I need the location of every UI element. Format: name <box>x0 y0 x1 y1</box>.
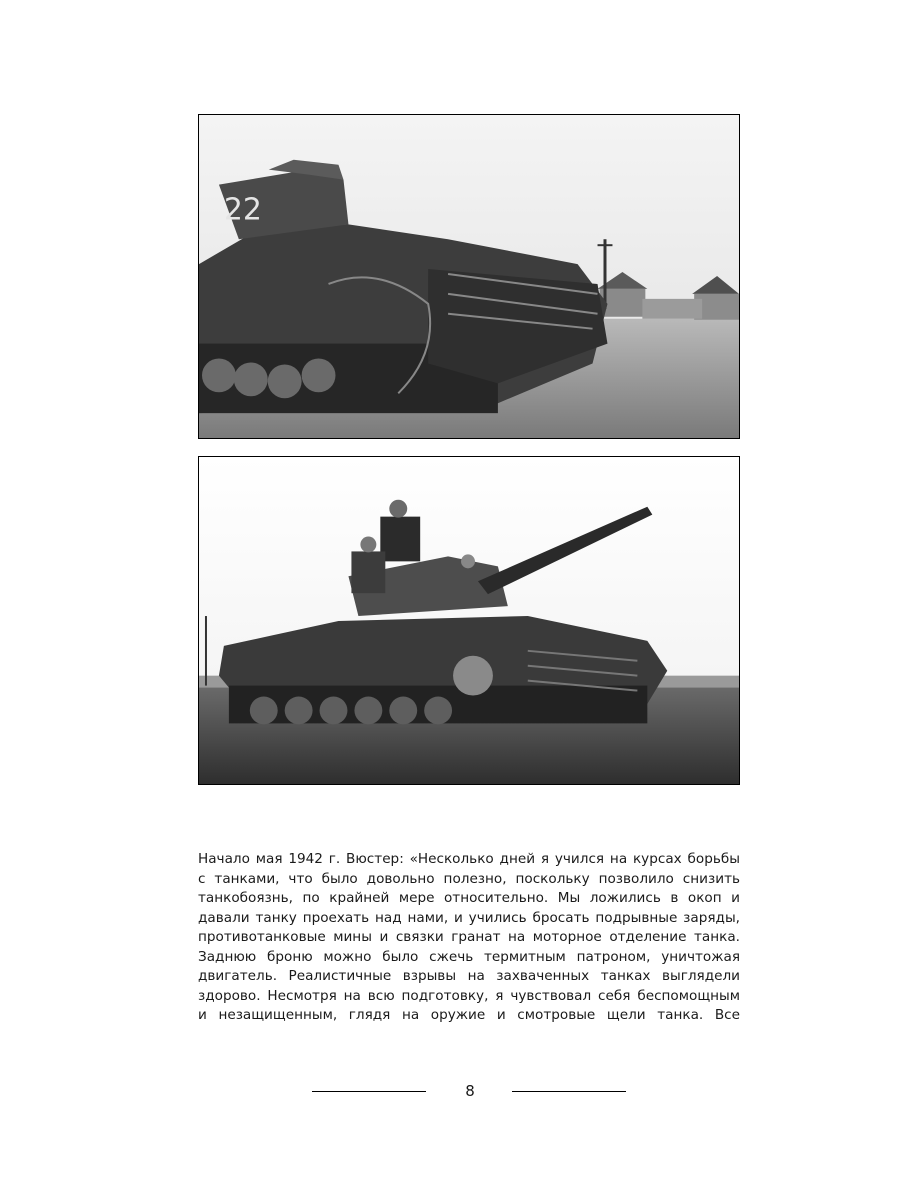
body-line: противотанковые мины и связки гранат на моторное отделение танка. <box>198 929 740 945</box>
body-line: Заднюю броню можно было сжечь термитным патроном, уничтожая <box>198 948 740 965</box>
body-line: и незащищенным, глядя на оружие и смотровые щели танка. Все <box>198 1007 740 1023</box>
page-footer <box>0 1080 900 1102</box>
svg-text:22: 22 <box>223 192 262 228</box>
tank-front-image <box>199 115 739 438</box>
body-paragraph <box>198 850 740 1026</box>
tank-side-image <box>199 457 739 784</box>
body-line: здорово. Несмотря на всю подготовку, я чувствовал себя беспомощным <box>198 987 740 1004</box>
footer-rule-left <box>312 1091 426 1092</box>
page-number: 8 <box>465 1082 475 1100</box>
photo-tank-front <box>198 114 740 439</box>
photo-tank-side <box>198 456 740 785</box>
body-line: двигатель. Реалистичные взрывы на захваченных танках выглядели <box>198 968 740 984</box>
body-line: танкобоязнь, по крайней мере относительно. Мы ложились в окоп и <box>198 890 740 906</box>
body-line: Начало мая 1942 г. Вюстер: «Несколько дней я учился на курсах борьбы <box>198 851 740 867</box>
body-line: давали танку проехать над нами, и учились бросать подрывные заряды, <box>198 909 740 926</box>
body-line: с танками, что было довольно полезно, поскольку позволило снизить <box>198 870 740 887</box>
footer-rule-right <box>512 1091 626 1092</box>
